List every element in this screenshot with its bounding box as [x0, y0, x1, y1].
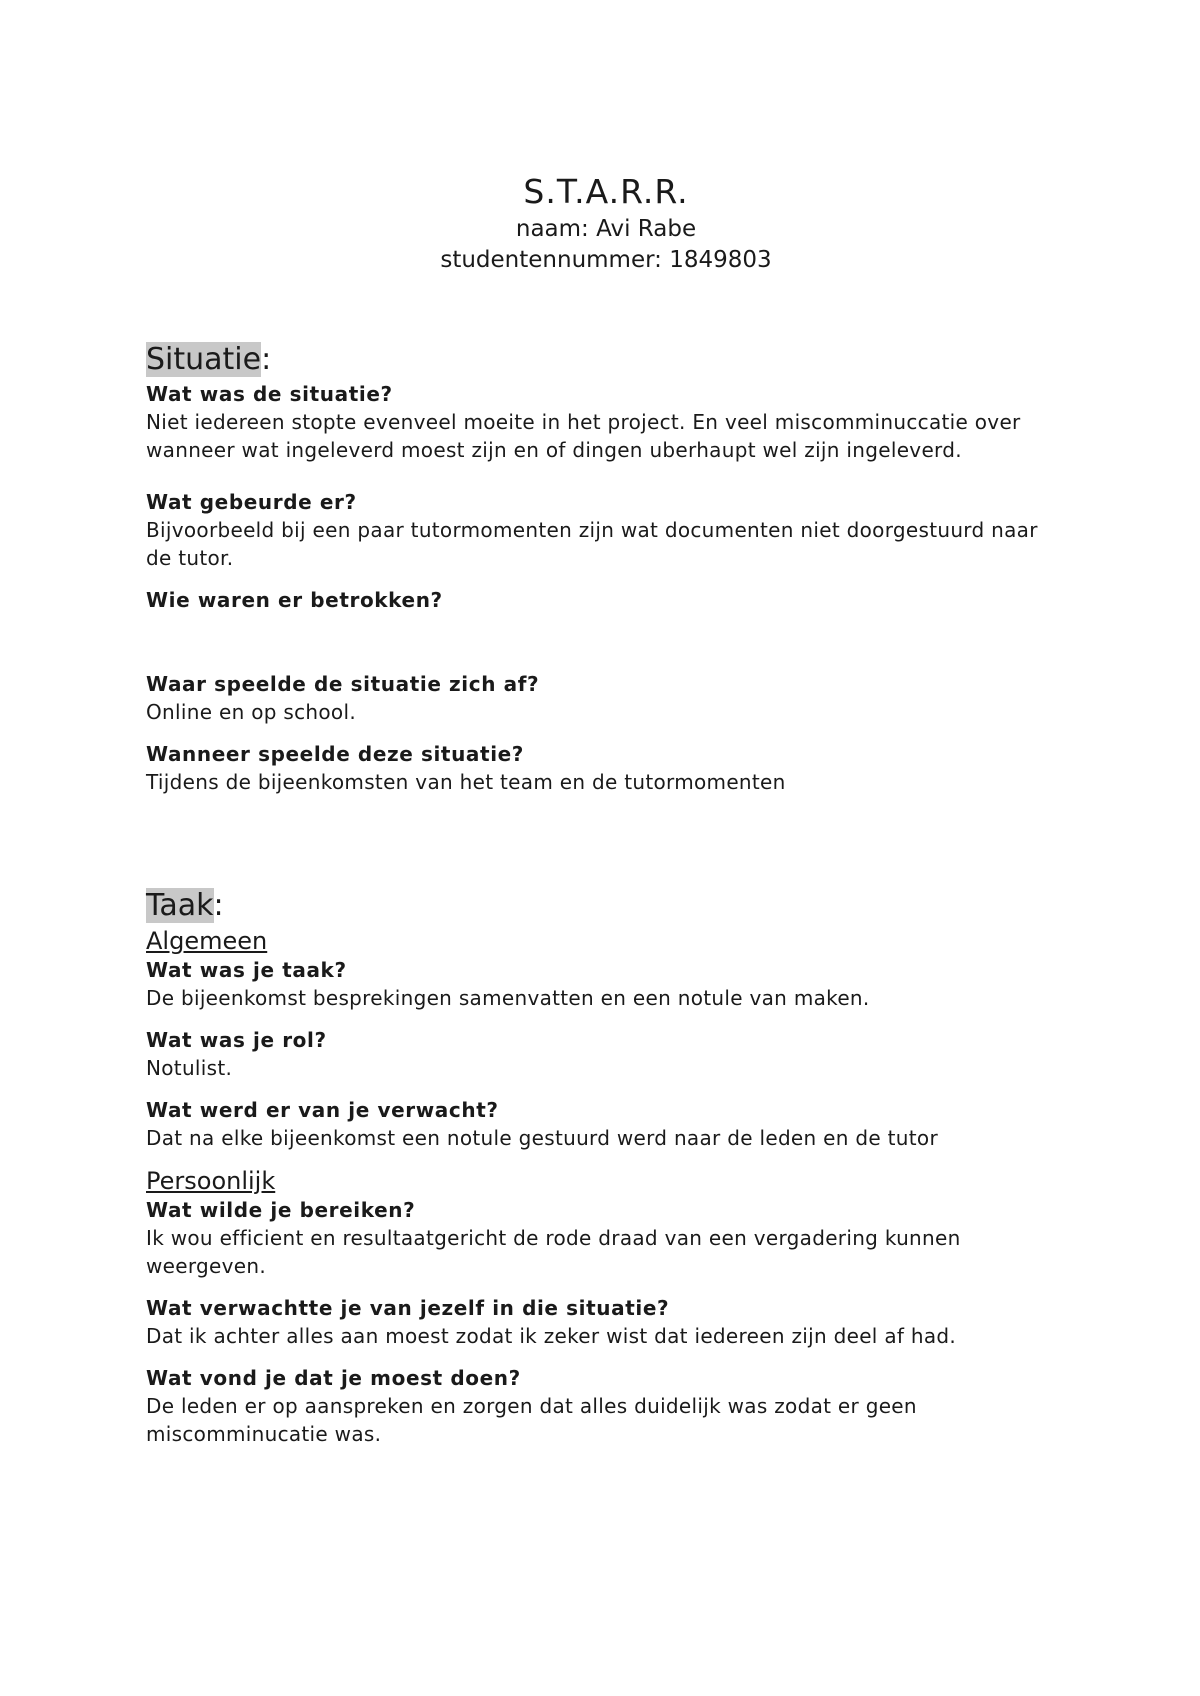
student-number: studentennummer: 1849803: [440, 247, 772, 273]
question: Wat was de situatie?: [146, 382, 393, 406]
answer: De leden er op aanspreken en zorgen dat alles duidelijk was zodat er geen miscomminucatie was.: [146, 1394, 917, 1446]
question: Wanneer speelde deze situatie?: [146, 742, 525, 766]
section-taak: [146, 886, 1066, 1448]
question: Wat vond je dat je moest doen?: [146, 1366, 521, 1390]
heading-highlight: Situatie: [146, 342, 262, 377]
answer: Niet iedereen stopte evenveel moeite in het project. En veel miscomminuccatie over wanneer wat ingeleverd moest zijn en of dingen uberhaupt wel zijn ingeleverd.: [146, 410, 1021, 462]
question: Wat was je rol?: [146, 1028, 327, 1052]
document-title: S.T.A.R.R.: [523, 172, 689, 211]
section-heading-taak: [146, 886, 1066, 926]
answer: De bijeenkomst besprekingen samenvatten en een notule van maken.: [146, 986, 870, 1010]
question: Wat gebeurde er?: [146, 490, 357, 514]
question: Wat wilde je bereiken?: [146, 1198, 416, 1222]
answer: Bijvoorbeeld bij een paar tutormomenten zijn wat documenten niet doorgestuurd naar de tutor.: [146, 518, 1038, 570]
answer: Dat ik achter alles aan moest zodat ik zeker wist dat iedereen zijn deel af had.: [146, 1324, 957, 1348]
document-page: [146, 0, 1066, 1696]
answer: Tijdens de bijeenkomsten van het team en de tutormomenten: [146, 770, 786, 794]
question: Wat verwachtte je van jezelf in die situatie?: [146, 1296, 670, 1320]
heading-highlight: Taak: [146, 888, 214, 923]
heading-colon: :: [213, 888, 224, 923]
subsection-algemeen: Algemeen: [146, 927, 268, 955]
answer: Notulist.: [146, 1056, 233, 1080]
answer: [146, 614, 1066, 656]
question: Wat werd er van je verwacht?: [146, 1098, 499, 1122]
answer: Online en op school.: [146, 700, 356, 724]
section-heading-situatie: [146, 340, 1066, 380]
subsection-persoonlijk: Persoonlijk: [146, 1167, 276, 1195]
question: Waar speelde de situatie zich af?: [146, 672, 540, 696]
question: Wie waren er betrokken?: [146, 588, 443, 612]
section-situatie: [146, 340, 1066, 796]
question: Wat was je taak?: [146, 958, 347, 982]
document-header: [146, 170, 1066, 276]
answer: Dat na elke bijeenkomst een notule gestuurd werd naar de leden en de tutor: [146, 1126, 938, 1150]
heading-colon: :: [261, 342, 272, 377]
answer: Ik wou efficient en resultaatgericht de rode draad van een vergadering kunnen weergeven.: [146, 1226, 961, 1278]
student-name: naam: Avi Rabe: [515, 216, 697, 242]
